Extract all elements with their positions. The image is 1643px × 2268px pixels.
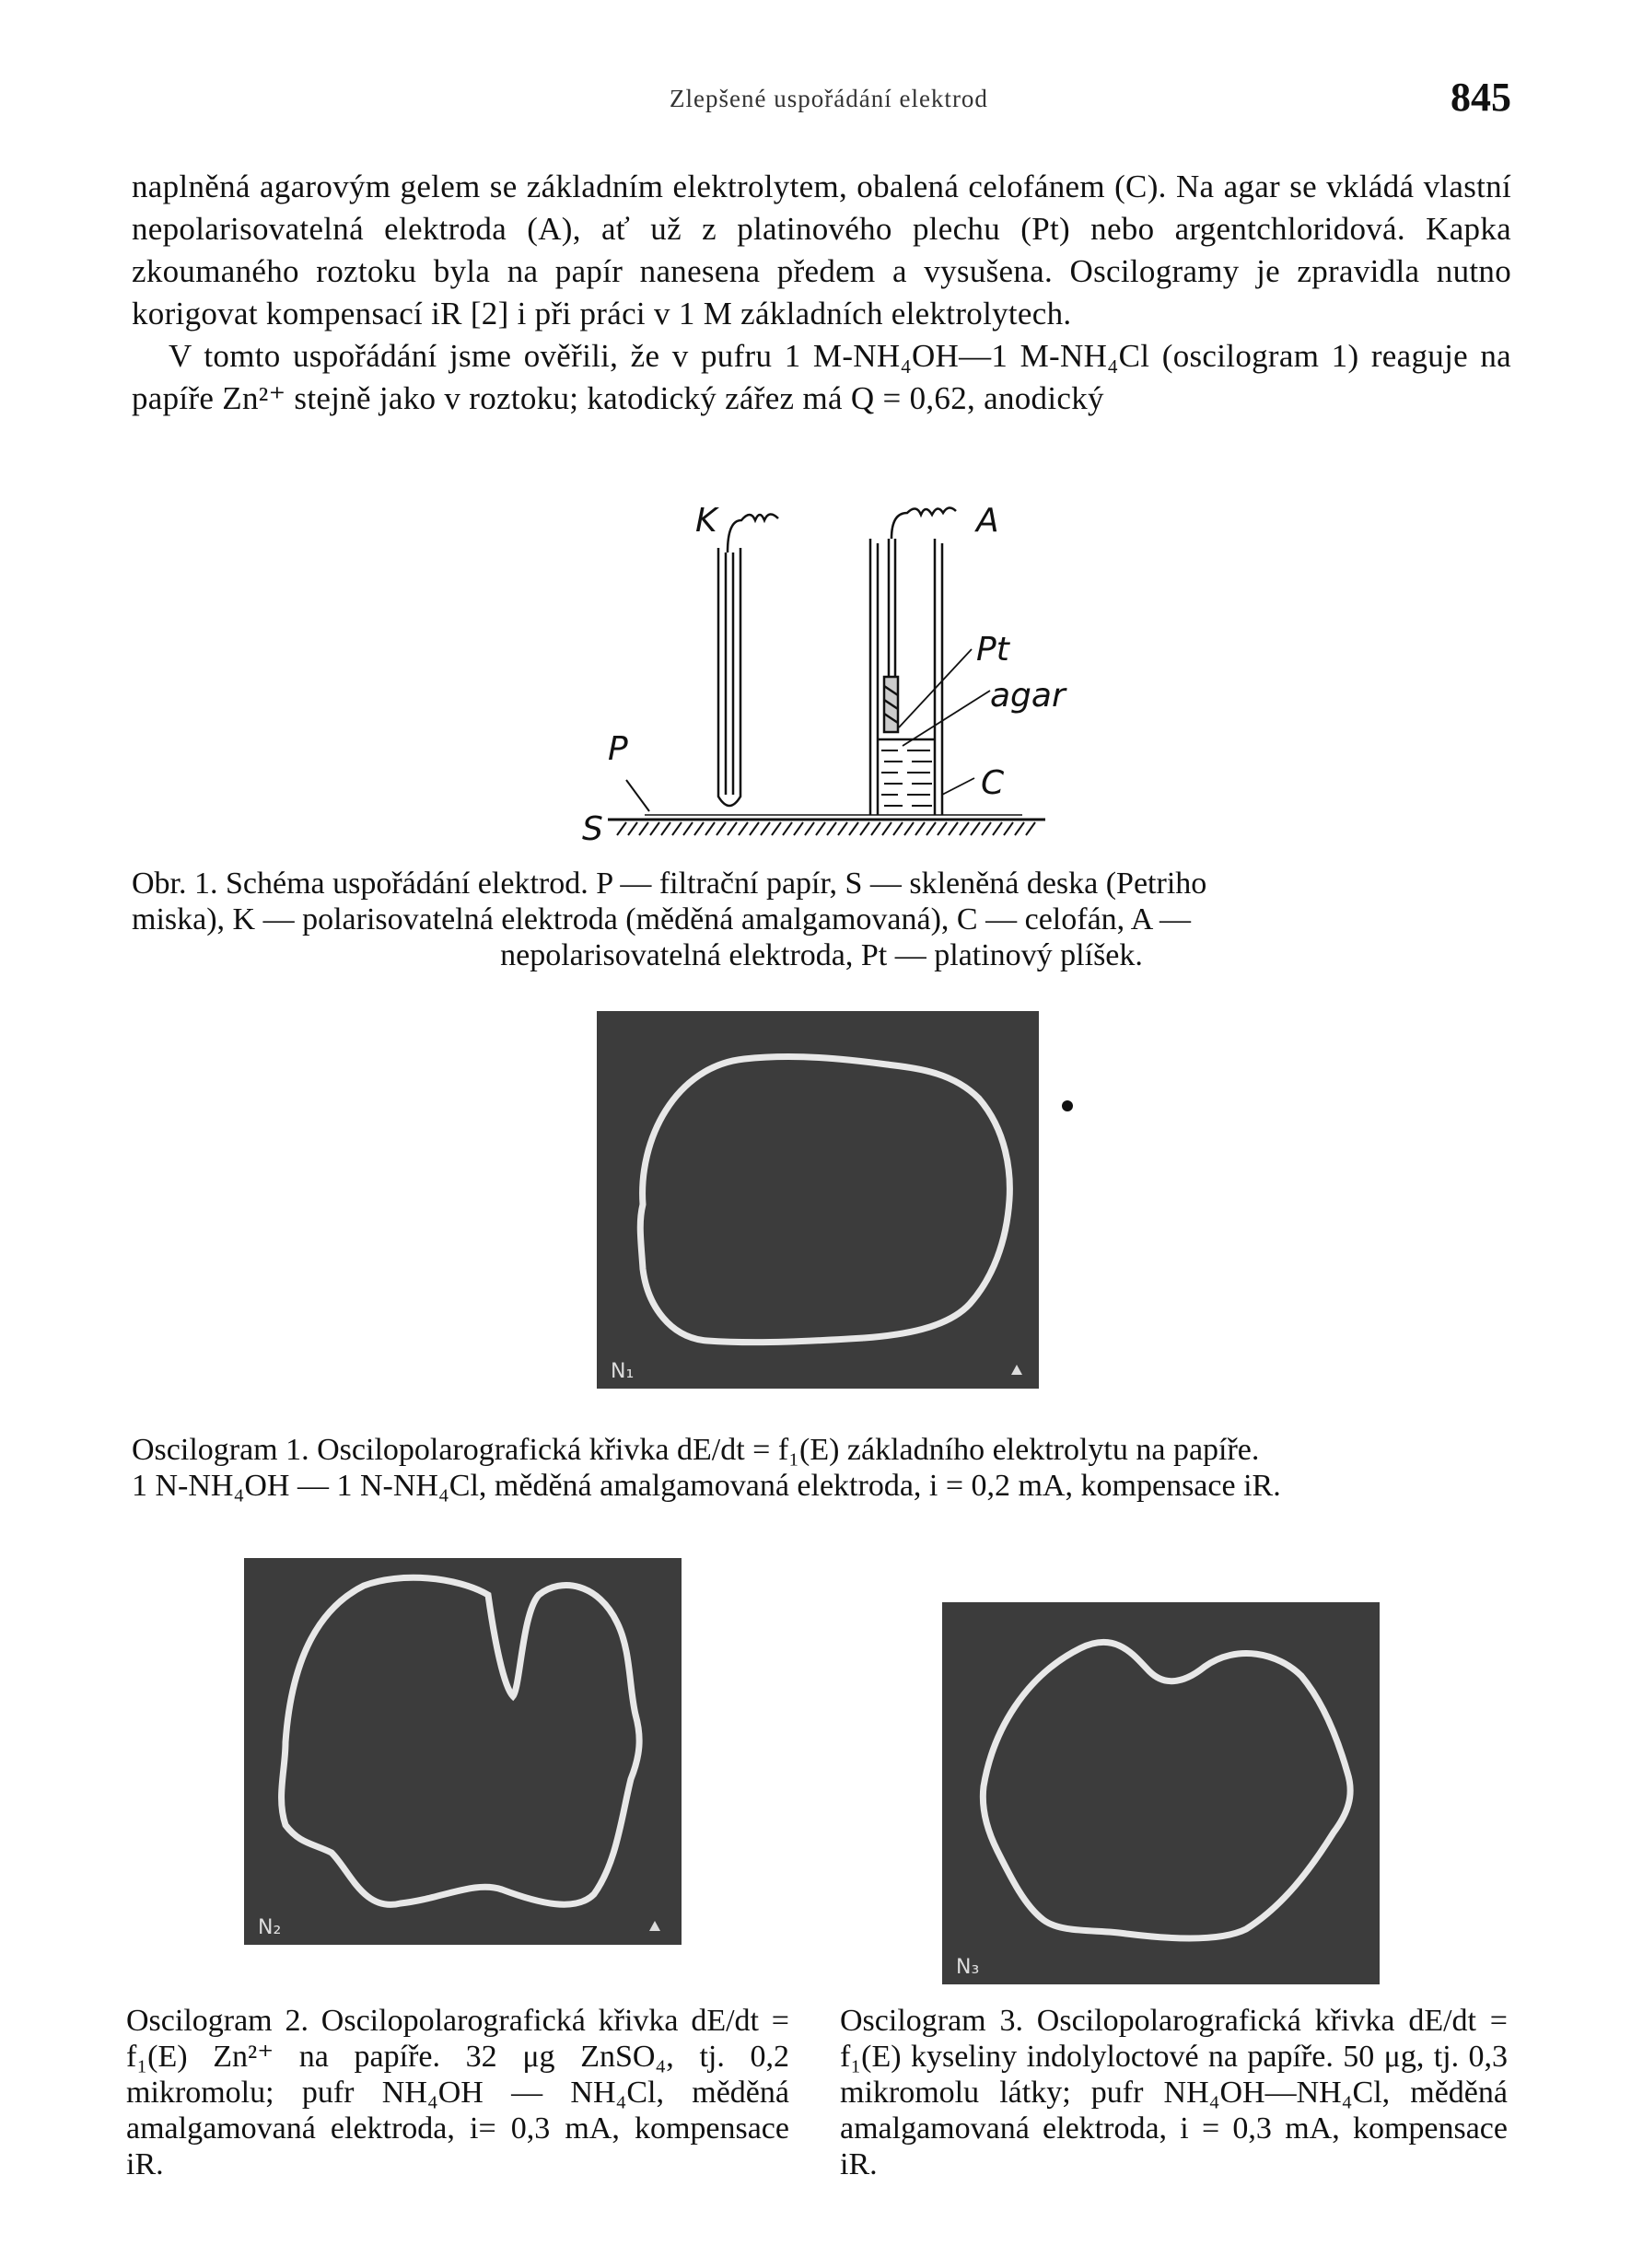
ink-dot xyxy=(1062,1100,1073,1111)
oscillogram-2-caption: Oscilogram 2. Oscilopolarografická křivka dE/dt = f₁(E) Zn²⁺ na papíře. 32 μg ZnSO₄, tj. 0,2 mikromolu; pufr NH₄OH — NH₄Cl, měděná amalgamovaná elektroda, i= 0,3 mA, kompensace iR. xyxy=(126,2004,789,2181)
nonpolarizable-electrode-A xyxy=(870,507,956,815)
electrode-diagram xyxy=(571,502,1066,861)
page-number: 845 xyxy=(1451,75,1511,120)
body-text xyxy=(132,166,1511,420)
paragraph-2: V tomto uspořádání jsme ověřili, že v pufru 1 M-NH₄OH—1 M-NH₄Cl (oscilogram 1) reaguje na papíře Zn²⁺ stejně jako v roztoku; katodický zářez má Q = 0,62, anodický xyxy=(132,338,1511,416)
label-C: C xyxy=(981,764,1005,802)
polarizable-electrode-K xyxy=(718,514,778,806)
paragraph-1: naplněná agarovým gelem se základním elektrolytem, obalená celofánem (C). Na agar se vkládá vlastní nepolarisovatelná elektroda (A), ať už z platinového plechu (Pt) nebo argentchloridová. Kapka zkoumaného roztoku byla na papír nanesena předem a vysušena. Oscilogramy je zpravidla nutno korigovat kompensací iR [2] i při práci v 1 M základních elektrolytech. xyxy=(132,169,1511,331)
figure1-caption-line2: miska), K — polarisovatelná elektroda (měděná amalgamovaná), C — celofán, A — xyxy=(132,902,1191,936)
electrode-diagram-svg xyxy=(571,502,1050,861)
oscillogram-3-trace xyxy=(942,1602,1380,1984)
running-title: Zlepšené uspořádání elektrod xyxy=(670,85,988,112)
oscillogram-3-mark: N₃ xyxy=(956,1956,980,1979)
oscillogram-1-caption-line2: 1 N-NH₄OH — 1 N-NH₄Cl, měděná amalgamovaná elektroda, i = 0,2 mA, kompensace iR. xyxy=(132,1469,1281,1503)
oscillogram-1-caption xyxy=(132,1432,1511,1504)
oscillogram-1-mark: N₁ xyxy=(611,1360,635,1383)
label-agar: agar xyxy=(990,677,1066,715)
figure1-caption-line1: Obr. 1. Schéma uspořádání elektrod. P — filtrační papír, S — skleněná deska (Petriho xyxy=(132,866,1207,901)
oscillogram-1-caption-line1: Oscilogram 1. Oscilopolarografická křivka dE/dt = f₁(E) základního elektrolytu na papíře. xyxy=(132,1433,1260,1467)
label-P: P xyxy=(608,730,628,768)
agar-gel xyxy=(881,750,932,806)
label-K: K xyxy=(695,502,717,540)
label-A: A xyxy=(976,502,999,540)
oscillogram-3-caption: Oscilogram 3. Oscilopolarografická křivka dE/dt = f₁(E) kyseliny indolyloctové na papíře. 50 μg, tj. 0,3 mikromolu látky; pufr NH₄OH—NH₄Cl, měděná amalgamovaná elektroda, i = 0,3 mA, kompensace iR. xyxy=(840,2004,1508,2181)
figure1-caption xyxy=(132,866,1511,973)
oscillogram-2-image xyxy=(244,1558,682,1945)
label-S: S xyxy=(582,810,603,848)
oscillogram-3-image xyxy=(942,1602,1380,1984)
glass-plate-hatching xyxy=(617,822,1035,835)
oscillogram-2-trace xyxy=(244,1558,682,1945)
oscillogram-2-mark: N₂ xyxy=(258,1916,282,1939)
figure1-caption-line3: nepolarisovatelná elektroda, Pt — platinový plíšek. xyxy=(500,938,1143,972)
oscillogram-1-trace xyxy=(597,1011,1039,1389)
oscillogram-1-image xyxy=(597,1011,1039,1389)
label-Pt: Pt xyxy=(976,631,1009,669)
